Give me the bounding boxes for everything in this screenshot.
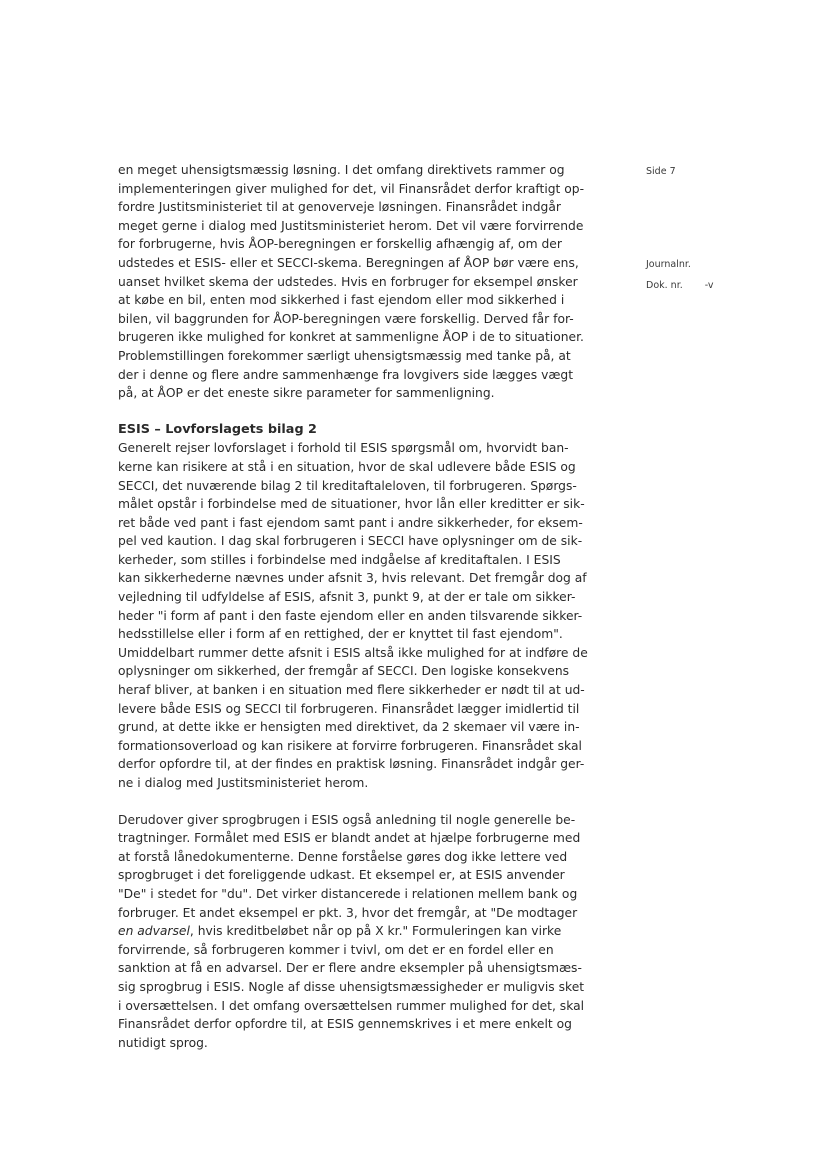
text-line: brugeren ikke mulighed for konkret at sammenligne ÅOP i de to situationer.: [118, 330, 584, 345]
text-line: målet opstår i forbindelse med de situationer, hvor lån eller kreditter er sik-: [118, 497, 585, 512]
text-line: uanset hvilket skema der udstedes. Hvis en forbruger for eksempel ønsker: [118, 274, 578, 289]
text-line: kerheder, som stilles i forbindelse med indgåelse af kreditaftalen. I ESIS: [118, 552, 561, 567]
text-line: sprogbruget i det foreliggende udkast. Et eksempel er, at ESIS anvender: [118, 868, 565, 883]
text-line: implementeringen giver mulighed for det, vil Finansrådet derfor kraftigt op-: [118, 181, 585, 196]
section-heading: ESIS – Lovforslagets bilag 2: [118, 421, 317, 437]
text-line: i oversættelsen. I det omfang oversættelsen rummer mulighed for det, skal: [118, 998, 585, 1013]
text-line: [118, 922, 608, 941]
text-line: forvirrende, så forbrugeren kommer i tvivl, om det er en fordel eller en: [118, 942, 554, 957]
text-line: formationsoverload og kan risikere at forvirre forbrugeren. Finansrådet skal: [118, 738, 582, 753]
text-line: udstedes et ESIS- eller et SECCI-skema. Beregningen af ÅOP bør være ens,: [118, 255, 579, 270]
text-line: for forbrugerne, hvis ÅOP-beregningen er forskellig afhængig af, om der: [118, 237, 562, 252]
text-line: "De" i stedet for "du". Det virker distancerede i relationen mellem bank og: [118, 886, 578, 901]
paragraph-sprogbrug: [118, 811, 608, 1053]
text-line: oplysninger om sikkerhed, der fremgår af SECCI. Den logiske konsekvens: [118, 664, 570, 679]
document-number-label: Dok. nr.: [646, 280, 683, 291]
text-line: kerne kan risikere at stå i en situation, hvor de skal udlevere både ESIS og: [118, 459, 576, 474]
text-line: nutidigt sprog.: [118, 1035, 208, 1050]
text-line: Umiddelbart rummer dette afsnit i ESIS altså ikke mulighed for at indføre de: [118, 645, 588, 660]
text-line: Derudover giver sprogbrugen i ESIS også anledning til nogle generelle be-: [118, 812, 576, 827]
text-line: kan sikkerhederne nævnes under afsnit 3, hvis relevant. Det fremgår dog af: [118, 571, 587, 586]
text-line: forbruger. Et andet eksempel er pkt. 3, hvor det fremgår, at "De modtager: [118, 905, 578, 920]
text-line: at købe en bil, enten mod sikkerhed i fast ejendom eller mod sikkerhed i: [118, 293, 565, 308]
text-line: SECCI, det nuværende bilag 2 til kreditaftaleloven, til forbrugeren. Spørgs-: [118, 478, 577, 493]
text-line: heraf bliver, at banken i en situation med flere sikkerheder er nødt til at ud-: [118, 683, 585, 698]
text-line: pel ved kaution. I dag skal forbrugeren i SECCI have oplysninger om de sik-: [118, 534, 583, 549]
text-line: ne i dialog med Justitsministeriet herom.: [118, 776, 369, 790]
text-line: grund, at dette ikke er hensigten med direktivet, da 2 skemaer vil være in-: [118, 720, 580, 735]
text-line: Problemstillingen forekommer særligt uhensigtsmæssig med tanke på, at: [118, 348, 571, 363]
text-line-continuation: , hvis kreditbeløbet når op på X kr." Formuleringen kan virke: [189, 924, 562, 939]
text-line: at forstå lånedokumenterne. Denne forståelse gøres dog ikke lettere ved: [118, 849, 568, 864]
text-line: hedsstillelse eller i form af en rettighed, der er knyttet til fast ejendom".: [118, 627, 563, 642]
text-line: sanktion at få en advarsel. Der er flere andre eksempler på uhensigtsmæs-: [118, 961, 582, 976]
text-line: bilen, vil baggrunden for ÅOP-beregningen være forskellig. Derved får for-: [118, 311, 574, 326]
text-line: ret både ved pant i fast ejendom samt pant i andre sikkerheder, for eksem-: [118, 515, 583, 530]
text-line: meget gerne i dialog med Justitsministeriet herom. Det vil være forvirrende: [118, 218, 584, 233]
text-line: tragtninger. Formålet med ESIS er blandt andet at hjælpe forbrugerne med: [118, 831, 581, 846]
italic-phrase: en advarsel: [118, 924, 190, 939]
text-line: en meget uhensigtsmæssig løsning. I det omfang direktivets rammer og: [118, 163, 565, 177]
paragraph-aop: [118, 161, 608, 403]
document-number-row: [646, 280, 714, 291]
text-line: levere både ESIS og SECCI til forbrugeren. Finansrådet lægger imidlertid til: [118, 701, 580, 716]
text-line: heder "i form af pant i den faste ejendom eller en anden tilsvarende sikker-: [118, 608, 583, 623]
text-line: fordre Justitsministeriet til at genoverveje løsningen. Finansrådet indgår: [118, 200, 561, 215]
page-number: Side 7: [646, 166, 676, 177]
journal-number-label: Journalnr.: [646, 259, 691, 270]
text-line: sig sprogbrug i ESIS. Nogle af disse uhensigtsmæssigheder er muligvis sket: [118, 979, 585, 994]
text-line: på, at ÅOP er det eneste sikre parameter for sammenligning.: [118, 386, 495, 401]
document-body: [118, 161, 608, 1052]
paragraph-esis-bilag: [118, 439, 608, 792]
text-line: der i denne og flere andre sammenhænge fra lovgivers side lægges vægt: [118, 367, 574, 382]
text-line: vejledning til udfyldelse af ESIS, afsnit 3, punkt 9, at der er tale om sikker-: [118, 590, 576, 605]
text-line: Generelt rejser lovforslaget i forhold til ESIS spørgsmål om, hvorvidt ban-: [118, 441, 569, 456]
document-number-value: -v: [704, 280, 714, 291]
text-line: Finansrådet derfor opfordre til, at ESIS gennemskrives i et mere enkelt og: [118, 1017, 572, 1032]
text-line: derfor opfordre til, at der findes en praktisk løsning. Finansrådet indgår ger-: [118, 757, 585, 772]
